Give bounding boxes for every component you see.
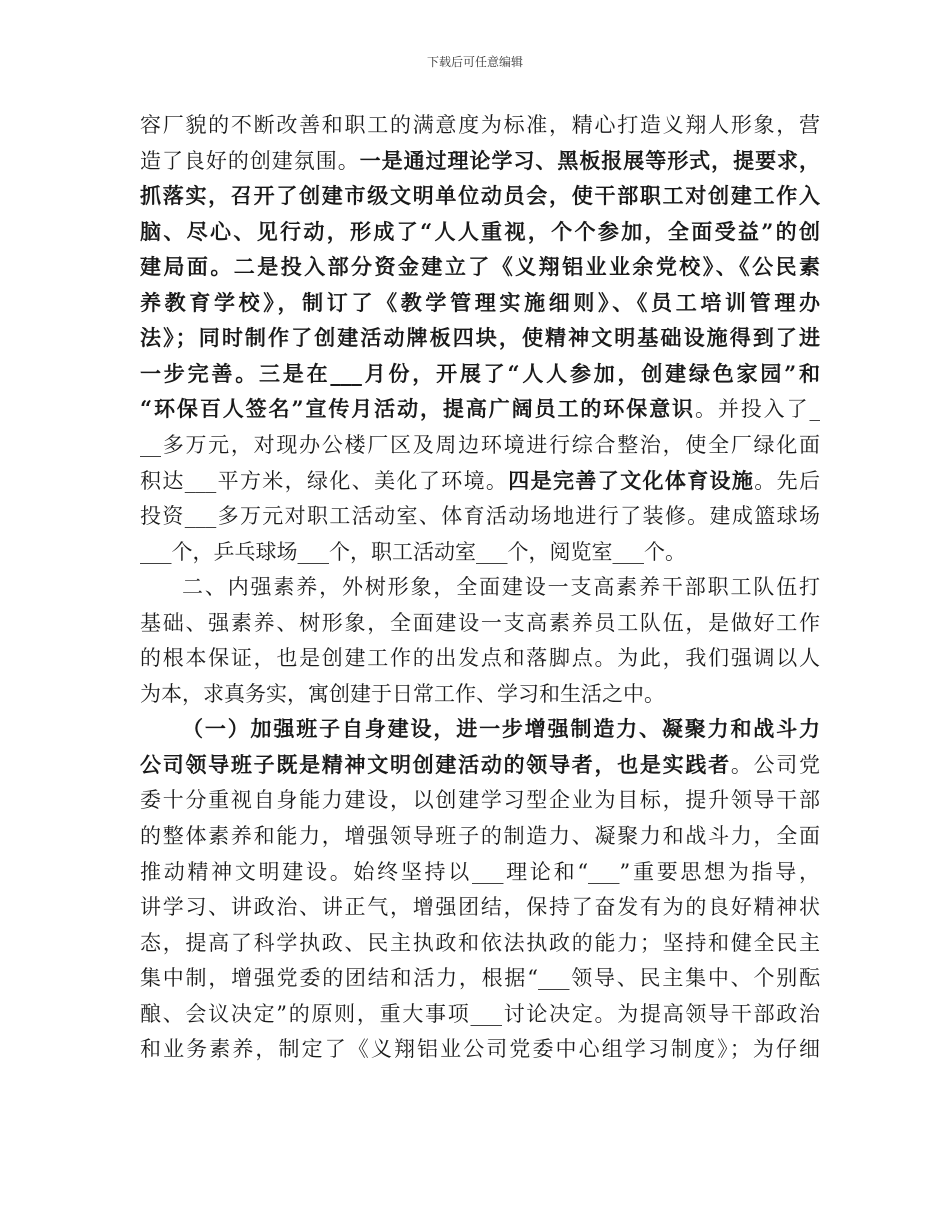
text-segment: 造了良好的创建氛围。 [140,148,360,173]
text-line [140,326,820,350]
text-segment: 积达___平方米，绿化、美化了环境。 [140,468,509,493]
text-line [140,291,820,315]
bold-text-segment: 抓落实，召开了创建市级文明单位动员会，使干部职工对创建工作入 [140,183,820,209]
text-segment: 的根本保证，也是创建工作的出发点和落脚点。为此，我们强调以人 [140,646,820,671]
text-line [140,184,820,208]
text-line [140,504,820,528]
text-line [140,895,820,919]
text-line [140,397,820,421]
text-line [140,540,820,564]
text-segment: ___个，乒乓球场___个，职工活动室___个，阅览室___个。 [140,539,686,564]
text-line [140,824,820,848]
text-line [140,469,820,493]
bold-text-segment: 一步完善。三是在___月份，开展了“人人参加，创建绿色家园”和 [140,360,820,386]
bold-text-segment: 公司领导班子既是精神文明创建活动的领导者，也是实践者 [140,751,731,777]
text-segment: 酿、会议决定”的原则，重大事项___讨论决定。为提高领导干部政治 [140,1001,820,1026]
text-segment: 委十分重视自身能力建设，以创建学习型企业为目标，提升领导干部 [140,788,820,813]
text-segment: 二、内强素养，外树形象，全面建设一支高素养干部职工队伍打 [182,575,820,600]
text-line [140,966,820,990]
text-line [140,433,820,457]
page-header: 下载后可任意编辑 [426,55,523,69]
text-line [140,1002,820,1026]
text-line [182,575,820,599]
text-segment: 。先后 [754,468,821,493]
text-line [140,113,820,137]
text-segment: __多万元，对现办公楼厂区及周边环境进行综合整治，使全厂绿化面 [140,432,820,457]
text-segment: 容厂貌的不断改善和职工的满意度为标准，精心打造义翔人形象，营 [140,113,820,137]
text-segment: 。并投入了_ [694,397,821,422]
text-segment: 集中制，增强党委的团结和活力，根据“___领导、民主集中、个别酝 [140,966,820,991]
bold-text-segment: “环保百人签名”宣传月活动，提高广阔员工的环保意识 [140,396,695,422]
text-segment: 和业务素养，制定了《义翔铝业公司党委中心组学习制度》；为仔细 [140,1037,820,1062]
text-line [140,220,820,244]
text-line [140,1037,820,1061]
text-segment: 为本，求真务实，寓创建于日常工作、学习和生活之中。 [140,681,665,706]
text-line [140,362,820,386]
text-line [140,788,820,812]
bold-text-segment: （一）加强班子自身建设，进一步增强制造力、凝聚力和战斗力 [182,716,820,742]
text-segment: 讲学习、讲政治、讲正气，增强团结，保持了奋发有为的良好精神状 [140,895,820,920]
text-line [140,860,820,884]
text-line [140,682,820,706]
text-segment: 。公司党 [730,752,821,777]
bold-text-segment: 四是完善了文化体育设施 [508,467,755,493]
text-line [140,255,820,279]
bold-text-segment: 脑、尽心、见行动，形成了“人人重视，个个参加，全面受益”的创 [140,218,820,244]
text-line [140,931,820,955]
text-line [140,611,820,635]
bold-text-segment: 建局面。二是投入部分资金建立了《义翔铝业业余党校》、《公民素 [140,254,820,280]
text-line [182,717,820,741]
text-segment: 基础、强素养、树形象，全面建设一支高素养员工队伍，是做好工作 [140,610,820,635]
text-segment: 推动精神文明建设。始终坚持以___理论和“___”重要思想为指导， [140,859,820,884]
bold-text-segment: 一是通过理论学习、黑板报展等形式，提要求， [359,147,821,173]
bold-text-segment: 法》；同时制作了创建活动牌板四块，使精神文明基础设施得到了进 [140,325,820,351]
text-segment: 态，提高了科学执政、民主执政和依法执政的能力；坚持和健全民主 [140,930,820,955]
bold-text-segment: 养教育学校》，制订了《教学管理实施细则》、《员工培训管理办 [140,289,820,315]
text-line [140,646,820,670]
text-segment: 投资___多万元对职工活动室、体育活动场地进行了装修。建成篮球场 [140,504,820,529]
text-segment: 的整体素养和能力，增强领导班子的制造力、凝聚力和战斗力，全面 [140,824,820,848]
text-line [140,753,820,777]
text-line [140,149,820,173]
